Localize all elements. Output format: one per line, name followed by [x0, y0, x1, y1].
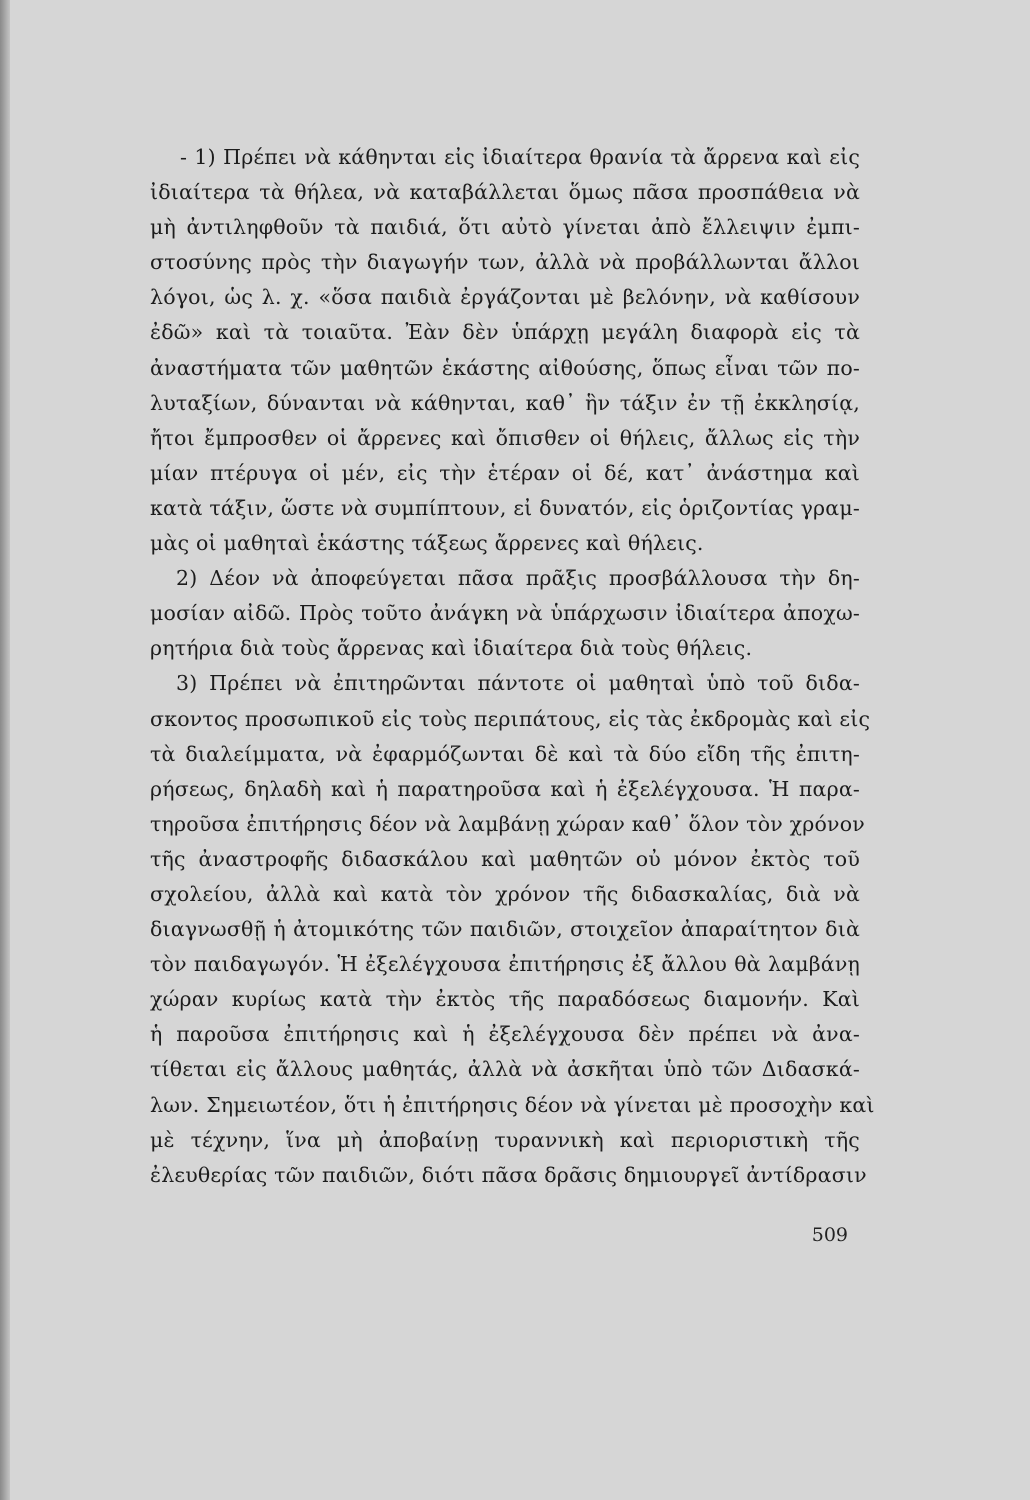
text-line: ἡ παροῦσα ἐπιτήρησις καὶ ἡ ἐξελέγχουσα δὲν πρέπει νὰ ἀνα-	[150, 1022, 860, 1047]
text-line: κατὰ τάξιν, ὥστε νὰ συμπίπτουν, εἰ δυνατόν, εἰς ὁριζοντίας γραμ-	[150, 495, 860, 520]
body-text	[150, 140, 875, 1193]
text-line: λυταξίων, δύνανται νὰ κάθηνται, καθ᾿ ἣν τάξιν ἐν τῇ ἐκκλησίᾳ,	[150, 390, 860, 415]
text-line: λόγοι, ὡς λ. χ. «ὅσα παιδιὰ ἐργάζονται μὲ βελόνην, νὰ καθίσουν	[150, 285, 860, 310]
page-binding-edge	[0, 0, 10, 1500]
text-line: ἐδῶ» καὶ τὰ τοιαῦτα. Ἐὰν δὲν ὑπάρχῃ μεγάλη διαφορὰ εἰς τὰ	[150, 320, 860, 345]
text-line: ἰδιαίτερα τὰ θήλεα, νὰ καταβάλλεται ὅμως πᾶσα προσπάθεια νὰ	[150, 180, 860, 205]
text-line: ρητήρια διὰ τοὺς ἄρρενας καὶ ἰδιαίτερα διὰ τοὺς θήλεις.	[150, 636, 753, 661]
text-line: - 1) Πρέπει νὰ κάθηνται εἰς ἰδιαίτερα θρανία τὰ ἄρρενα καὶ εἰς	[180, 145, 860, 169]
text-line: ἀναστήματα τῶν μαθητῶν ἑκάστης αἰθούσης, ὅπως εἶναι τῶν πο-	[150, 355, 860, 380]
text-line: χώραν κυρίως κατὰ τὴν ἐκτὸς τῆς παραδόσεως διαμονήν. Καὶ	[150, 987, 860, 1012]
text-line: στοσύνης πρὸς τὴν διαγωγήν των, ἀλλὰ νὰ προβάλλωνται ἄλλοι	[150, 250, 860, 275]
text-line: τίθεται εἰς ἄλλους μαθητάς, ἀλλὰ νὰ ἀσκῆται ὑπὸ τῶν Διδασκά-	[150, 1057, 860, 1082]
text-line: τῆς ἀναστροφῆς διδασκάλου καὶ μαθητῶν οὐ μόνον ἐκτὸς τοῦ	[150, 846, 860, 871]
text-line: 3) Πρέπει νὰ ἐπιτηρῶνται πάντοτε οἱ μαθηταὶ ὑπὸ τοῦ διδα-	[176, 671, 860, 696]
text-line: μίαν πτέρυγα οἱ μέν, εἰς τὴν ἑτέραν οἱ δέ, κατ᾿ ἀνάστημα καὶ	[150, 460, 860, 485]
text-line: διαγνωσθῇ ἡ ἀτομικότης τῶν παιδιῶν, στοιχεῖον ἀπαραίτητον διὰ	[150, 917, 860, 942]
text-line: ἐλευθερίας τῶν παιδιῶν, διότι πᾶσα δρᾶσις δημιουργεῖ ἀντίδρασιν	[150, 1162, 867, 1187]
text-line: μὲ τέχνην, ἵνα μὴ ἀποβαίνῃ τυραννικὴ καὶ περιοριστικὴ τῆς	[150, 1127, 860, 1152]
text-line: ρήσεως, δηλαδὴ καὶ ἡ παρατηροῦσα καὶ ἡ ἐξελέγχουσα. Ἡ παρα-	[150, 776, 860, 801]
text-line: τηροῦσα ἐπιτήρησις δέον νὰ λαμβάνῃ χώραν καθ᾿ ὅλον τὸν χρόνον	[150, 811, 865, 836]
page-number: 509	[811, 1224, 848, 1246]
text-line: 2) Δέον νὰ ἀποφεύγεται πᾶσα πρᾶξις προσβάλλουσα τὴν δη-	[176, 566, 860, 591]
text-line: λων. Σημειωτέον, ὅτι ἡ ἐπιτήρησις δέον νὰ γίνεται μὲ προσοχὴν καὶ	[150, 1092, 875, 1117]
text-line: μὴ ἀντιληφθοῦν τὰ παιδιά, ὅτι αὐτὸ γίνεται ἀπὸ ἔλλειψιν ἐμπι-	[150, 215, 860, 240]
text-line: ἤτοι ἔμπροσθεν οἱ ἄρρενες καὶ ὄπισθεν οἱ θήλεις, ἄλλως εἰς τὴν	[150, 425, 860, 450]
text-line: τὸν παιδαγωγόν. Ἡ ἐξελέγχουσα ἐπιτήρησις ἐξ ἄλλου θὰ λαμβάνῃ	[150, 952, 860, 977]
text-line: σχολείου, ἀλλὰ καὶ κατὰ τὸν χρόνον τῆς διδασκαλίας, διὰ νὰ	[150, 881, 860, 906]
text-line: τὰ διαλείμματα, νὰ ἐφαρμόζωνται δὲ καὶ τὰ δύο εἴδη τῆς ἐπιτη-	[150, 741, 860, 766]
text-line: μὰς οἱ μαθηταὶ ἑκάστης τάξεως ἄρρενες καὶ θήλεις.	[150, 531, 704, 556]
text-line: μοσίαν αἰδῶ. Πρὸς τοῦτο ἀνάγκη νὰ ὑπάρχωσιν ἰδιαίτερα ἀποχω-	[150, 601, 860, 626]
text-line: σκοντος προσωπικοῦ εἰς τοὺς περιπάτους, εἰς τὰς ἐκδρομὰς καὶ εἰς	[150, 706, 871, 731]
